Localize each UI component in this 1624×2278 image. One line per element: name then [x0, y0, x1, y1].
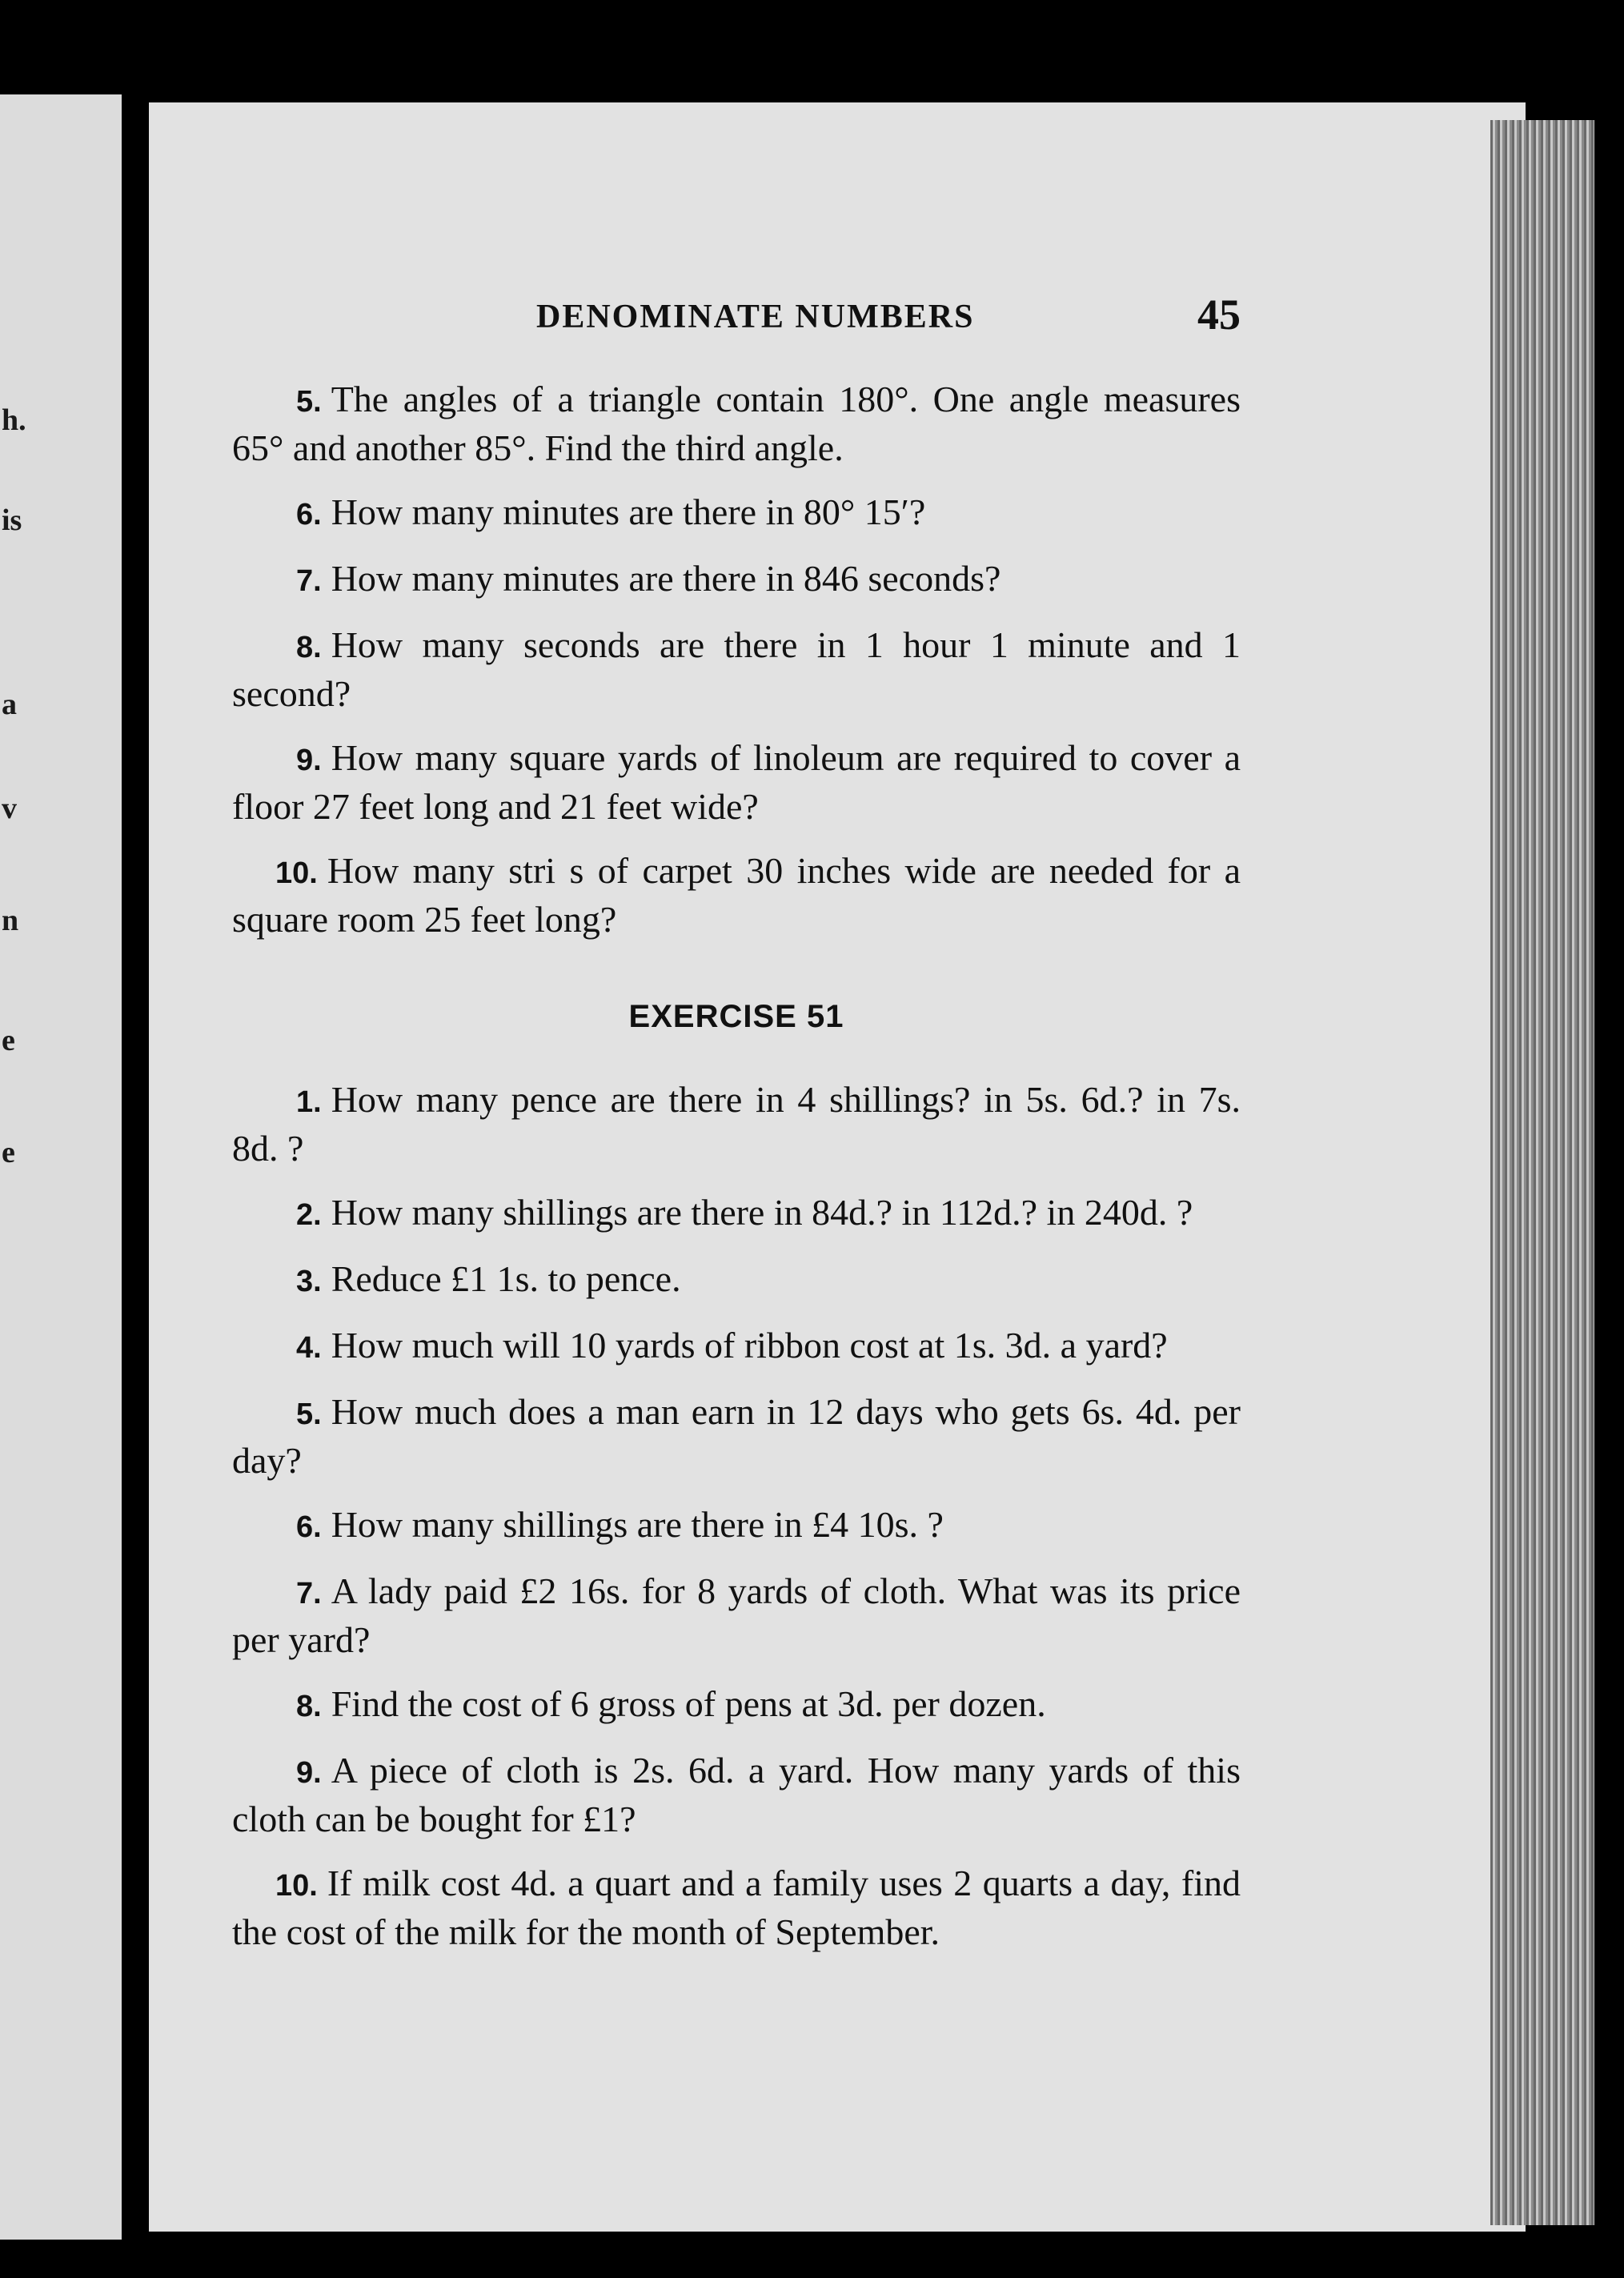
- exercise-item: [232, 376, 1241, 471]
- item-text: How many shillings are there in 84d.? in 112d.? in 240d. ?: [331, 1192, 1193, 1233]
- item-text: The angles of a triangle contain 180°. One angle measures 65° and another 85°. Find the third angle.: [232, 379, 1241, 468]
- item-text: If milk cost 4d. a quart and a family uses 2 quarts a day, find the cost of the milk for the month of September.: [232, 1863, 1241, 1952]
- item-text: A lady paid £2 16s. for 8 yards of cloth. What was its price per yard?: [232, 1570, 1241, 1660]
- facing-page-fragment: h.: [2, 403, 26, 437]
- exercise-item: [232, 1389, 1241, 1484]
- item-text: Reduce £1 1s. to pence.: [331, 1258, 681, 1299]
- exercise-item: [232, 489, 1241, 538]
- page-stack-edge: [1490, 120, 1594, 2225]
- facing-page-edge: [0, 94, 122, 2240]
- item-text: How many seconds are there in 1 hour 1 minute and 1 second?: [232, 624, 1241, 714]
- exercise-item: [232, 1322, 1241, 1371]
- exercise-item: [232, 1256, 1241, 1305]
- item-number: 5.: [296, 1398, 322, 1431]
- exercise-item: [232, 555, 1241, 604]
- item-text: How much does a man earn in 12 days who gets 6s. 4d. per day?: [232, 1391, 1241, 1481]
- item-number: 9.: [296, 744, 322, 777]
- exercise-item: [232, 735, 1241, 830]
- facing-page-fragment: n: [2, 904, 19, 937]
- exercise-item: [232, 1681, 1241, 1730]
- item-text: How many stri s of carpet 30 inches wide are needed for a square room 25 feet long?: [232, 850, 1241, 940]
- exercise-heading: EXERCISE 51: [628, 999, 844, 1034]
- item-number: 8.: [296, 1690, 322, 1723]
- page-content: [232, 376, 1241, 1973]
- item-text: A piece of cloth is 2s. 6d. a yard. How many yards of this cloth can be bought for £1?: [232, 1750, 1241, 1839]
- item-number: 3.: [296, 1265, 322, 1298]
- exercise-item: [232, 1860, 1241, 1955]
- item-number: 7.: [296, 564, 322, 598]
- exercise-item: [232, 622, 1241, 717]
- item-number: 1.: [296, 1085, 322, 1119]
- item-number: 6.: [296, 498, 322, 531]
- item-text: How many minutes are there in 846 seconds?: [331, 558, 1001, 599]
- facing-page-fragment: e: [2, 1024, 15, 1057]
- exercise-item: [232, 1189, 1241, 1238]
- facing-page-fragment: is: [2, 503, 22, 537]
- exercise-item: [232, 1568, 1241, 1663]
- item-number: 10.: [275, 856, 318, 890]
- page-number: 45: [1197, 291, 1241, 339]
- exercise-item: [232, 1747, 1241, 1843]
- item-number: 7.: [296, 1577, 322, 1610]
- item-number: 4.: [296, 1331, 322, 1365]
- item-text: How many shillings are there in £4 10s. ?: [331, 1504, 944, 1545]
- item-text: How many pence are there in 4 shillings? in 5s. 6d.? in 7s. 8d. ?: [232, 1079, 1241, 1169]
- item-number: 9.: [296, 1756, 322, 1790]
- item-number: 2.: [296, 1198, 322, 1232]
- item-number: 5.: [296, 385, 322, 419]
- item-text: How many square yards of linoleum are required to cover a floor 27 feet long and 21 feet wide?: [232, 737, 1241, 827]
- exercise-item: [232, 1077, 1241, 1172]
- item-text: How many minutes are there in 80° 15′?: [331, 491, 926, 532]
- running-head: DENOMINATE NUMBERS: [536, 299, 975, 335]
- facing-page-fragment: v: [2, 792, 17, 825]
- item-number: 8.: [296, 631, 322, 664]
- item-number: 6.: [296, 1510, 322, 1544]
- facing-page-fragment: a: [2, 688, 17, 721]
- item-text: Find the cost of 6 gross of pens at 3d. per dozen.: [331, 1683, 1046, 1724]
- exercise-item: [232, 1502, 1241, 1550]
- item-number: 10.: [275, 1869, 318, 1903]
- item-text: How much will 10 yards of ribbon cost at 1s. 3d. a yard?: [331, 1325, 1168, 1366]
- exercise-item: [232, 848, 1241, 943]
- facing-page-fragment: e: [2, 1136, 15, 1169]
